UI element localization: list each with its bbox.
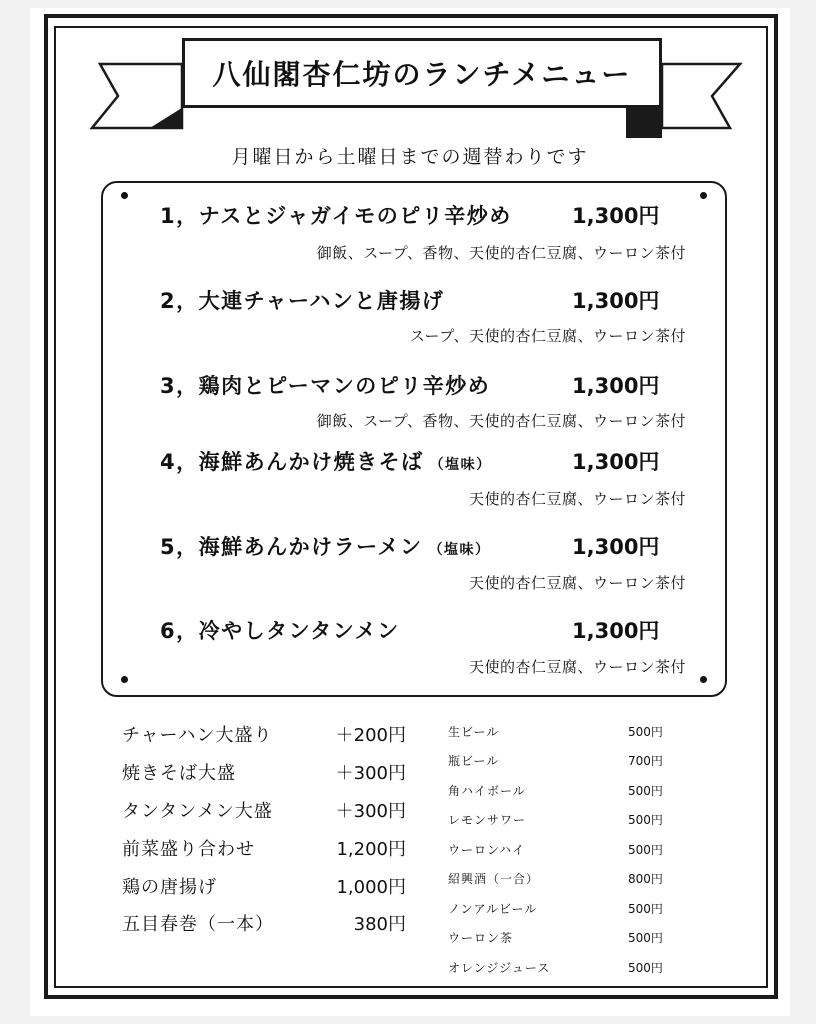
menu-item-name: 5，海鮮あんかけラーメン （塩味） xyxy=(160,535,491,559)
drink-price: 500円 xyxy=(628,784,663,798)
menu-item-name: 3，鶏肉とピーマンのピリ辛炒め xyxy=(160,374,491,398)
menu-item-note: （塩味） xyxy=(429,457,492,473)
menu-item-name: 4，海鮮あんかけ焼きそば （塩味） xyxy=(160,450,492,474)
corner-dot xyxy=(121,676,128,683)
addon-price: ＋300円 xyxy=(335,763,406,784)
menu-item-name: 6，冷やしタンタンメン xyxy=(160,619,400,643)
addon-name: 焼きそば大盛 xyxy=(122,763,236,784)
drink-price: 800円 xyxy=(628,872,663,886)
drink-price: 500円 xyxy=(628,725,663,739)
menu-item-detail: 御飯、スープ、香物、天使的杏仁豆腐、ウーロン茶付 xyxy=(316,244,686,262)
menu-item-price: 1,300円 xyxy=(572,619,660,643)
drink-name: 角ハイボール xyxy=(448,784,526,798)
menu-item-price: 1,300円 xyxy=(572,535,660,559)
drink-name: 瓶ビール xyxy=(448,754,500,768)
drink-name: レモンサワー xyxy=(448,813,527,827)
drink-name: ウーロン茶 xyxy=(448,931,514,945)
menu-item-detail: 天使的杏仁豆腐、ウーロン茶付 xyxy=(468,574,686,592)
drink-price: 500円 xyxy=(628,961,663,975)
corner-dot xyxy=(121,192,128,199)
addon-name: タンタンメン大盛 xyxy=(122,801,273,822)
drink-name: 紹興酒（一合） xyxy=(448,872,540,886)
addon-price: 380円 xyxy=(353,914,406,935)
menu-item-name: 1，ナスとジャガイモのピリ辛炒め xyxy=(160,204,512,228)
addon-name: 前菜盛り合わせ xyxy=(122,839,255,860)
menu-item-note: （塩味） xyxy=(428,542,491,558)
menu-item-detail: 天使的杏仁豆腐、ウーロン茶付 xyxy=(468,658,686,676)
addon-name: チャーハン大盛り xyxy=(122,725,273,746)
addon-name: 五目春巻（一本） xyxy=(122,914,274,935)
subtitle: 月曜日から土曜日までの週替わりです xyxy=(231,146,589,168)
page-title: 八仙閣杏仁坊のランチメニュー xyxy=(182,38,662,108)
drink-price: 500円 xyxy=(628,843,663,857)
menu-item-detail: 天使的杏仁豆腐、ウーロン茶付 xyxy=(468,490,686,508)
drink-name: ノンアルビール xyxy=(448,902,538,916)
corner-dot xyxy=(700,192,707,199)
addon-price: 1,000円 xyxy=(336,877,406,898)
menu-item-price: 1,300円 xyxy=(572,204,660,228)
drink-name: ウーロンハイ xyxy=(448,843,526,857)
addon-price: 1,200円 xyxy=(336,839,406,860)
menu-item-name: 2，大連チャーハンと唐揚げ xyxy=(160,289,445,313)
drink-name: 生ビール xyxy=(448,725,500,739)
drink-price: 500円 xyxy=(628,931,663,945)
drink-name: オレンジジュース xyxy=(448,961,551,975)
drink-price: 700円 xyxy=(628,754,663,768)
menu-item-detail: スープ、天使的杏仁豆腐、ウーロン茶付 xyxy=(409,327,686,345)
menu-item-price: 1,300円 xyxy=(572,450,660,474)
drink-price: 500円 xyxy=(628,902,663,916)
addon-price: ＋300円 xyxy=(335,801,406,822)
menu-item-price: 1,300円 xyxy=(572,289,660,313)
addon-price: ＋200円 xyxy=(335,725,406,746)
menu-item-price: 1,300円 xyxy=(572,374,660,398)
menu-item-detail: 御飯、スープ、香物、天使的杏仁豆腐、ウーロン茶付 xyxy=(316,412,686,430)
corner-dot xyxy=(700,676,707,683)
addon-name: 鶏の唐揚げ xyxy=(122,877,217,898)
drink-price: 500円 xyxy=(628,813,663,827)
